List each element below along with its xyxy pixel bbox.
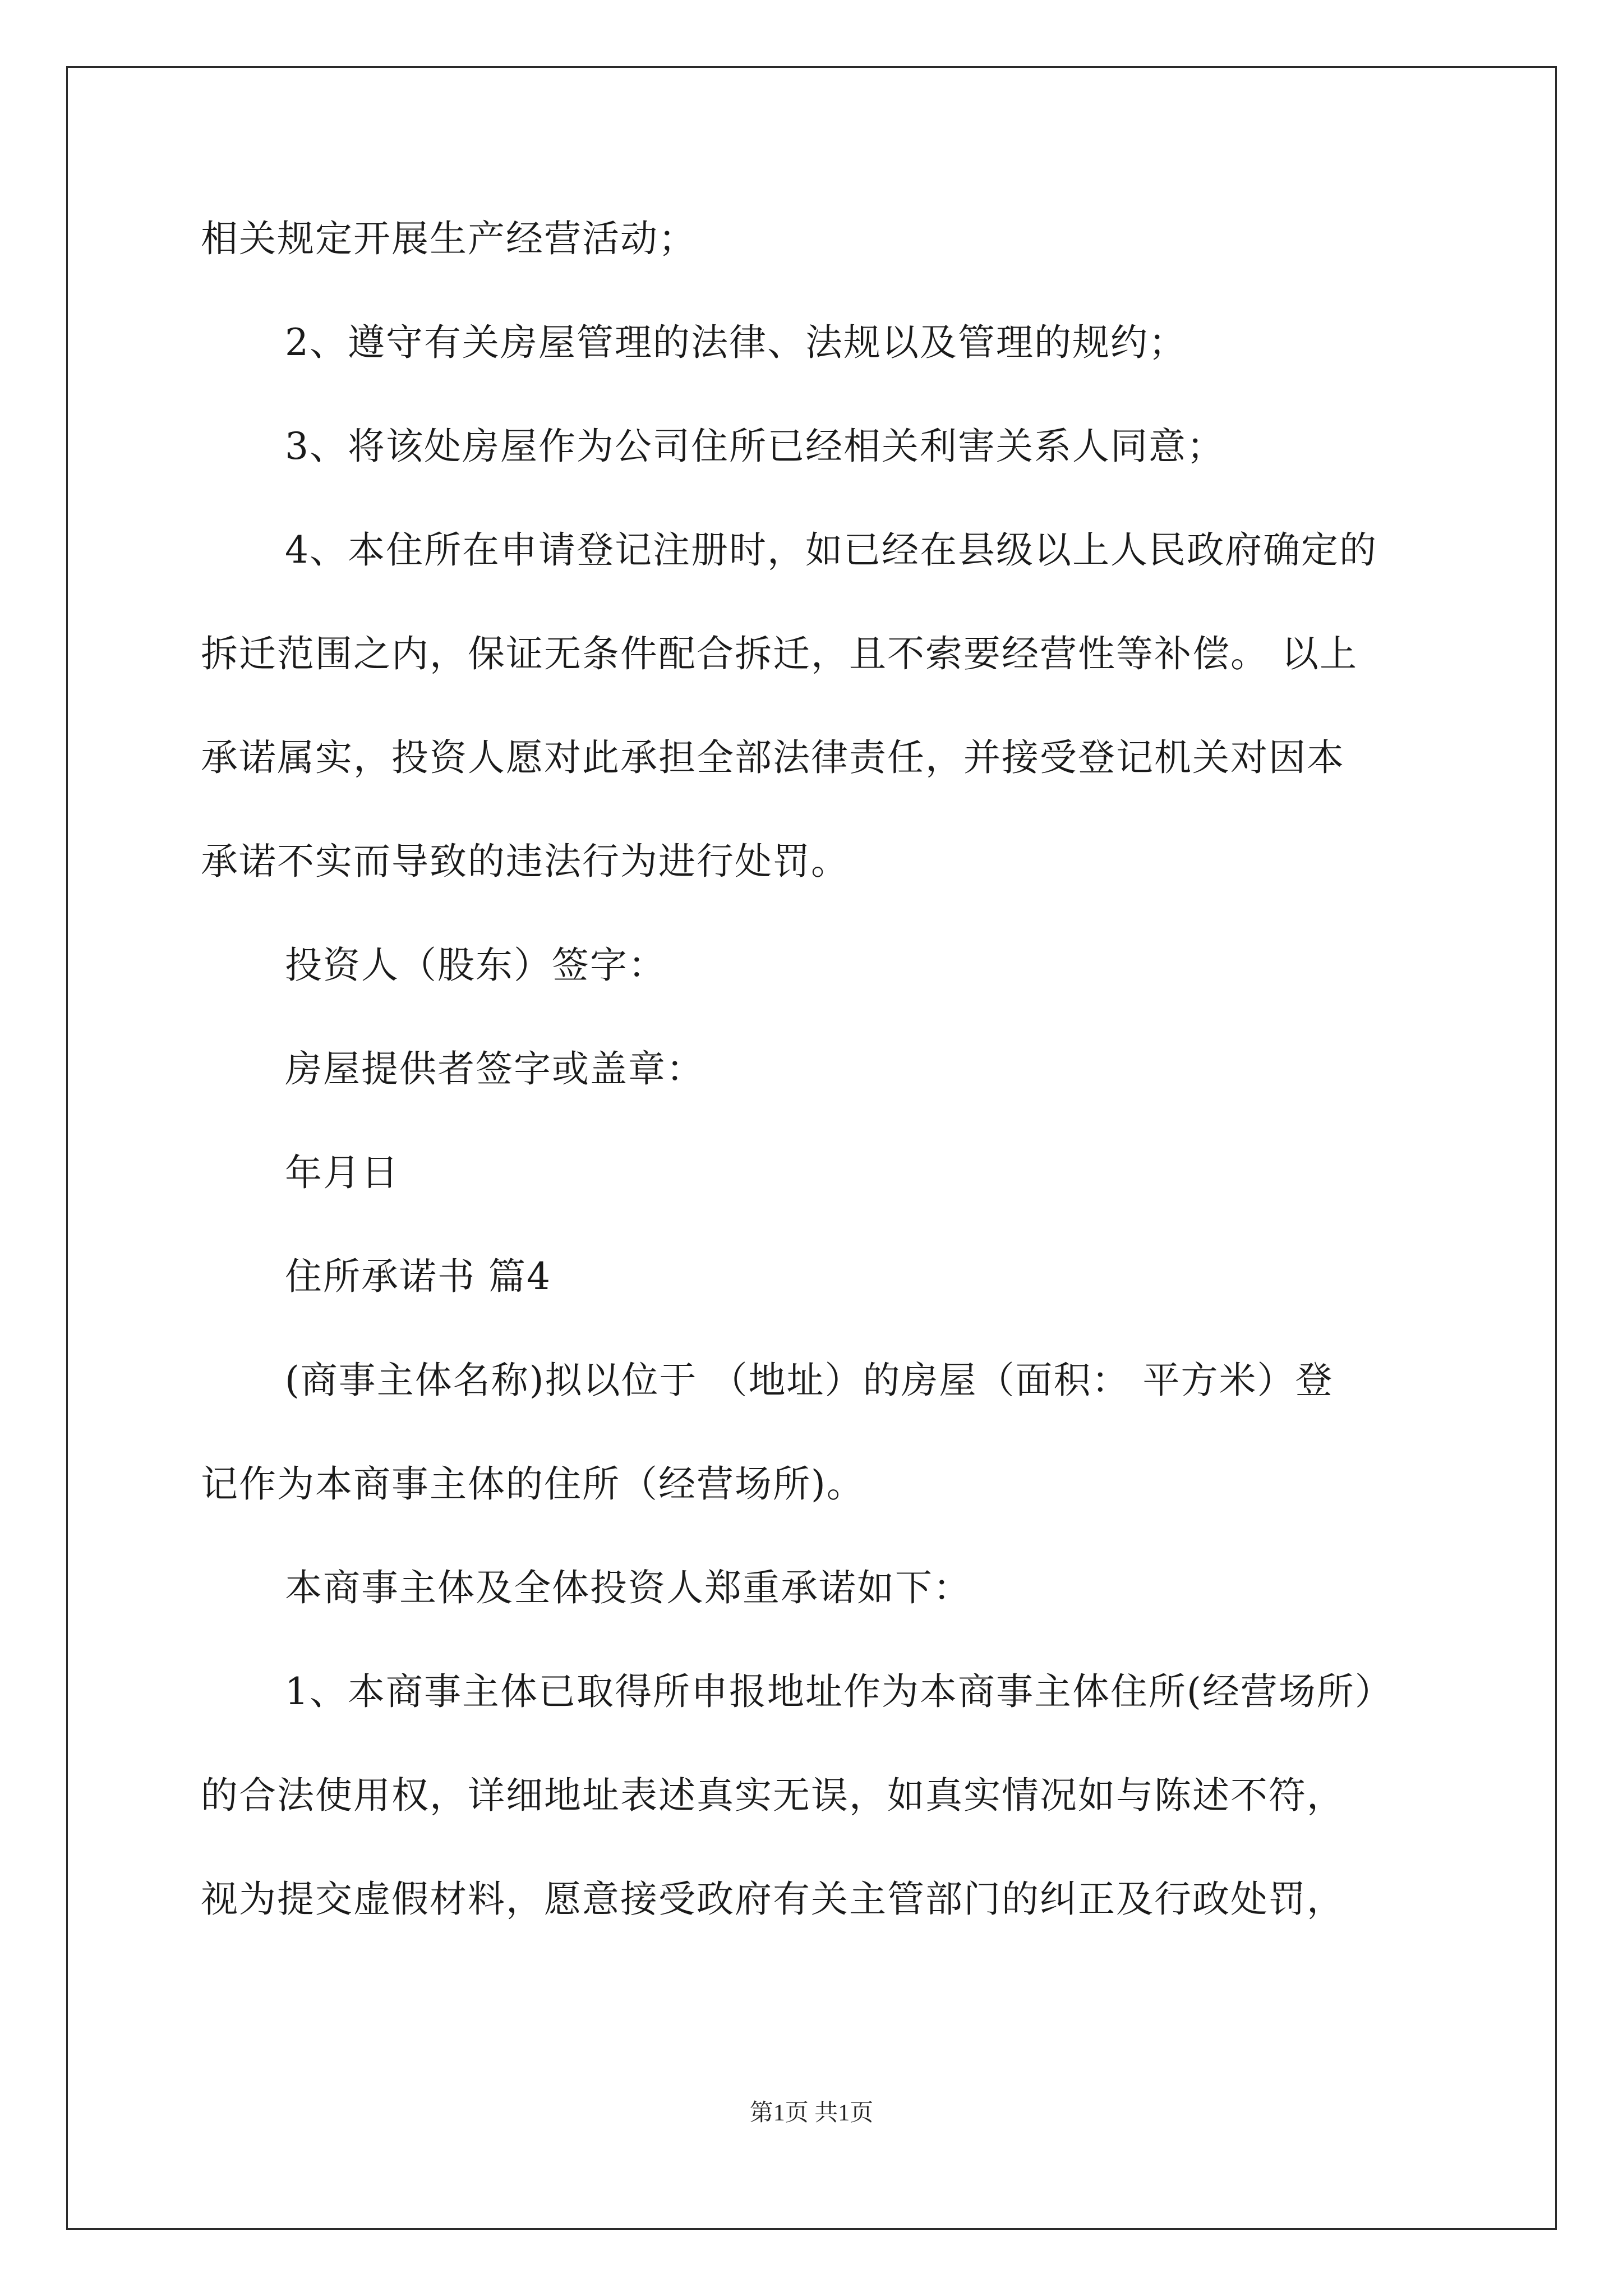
signature-provider-label: 房屋提供者签字或盖章： [285,1047,704,1091]
text-line: 拆迁范围之内，保证无条件配合拆迁，且不索要经营性等补偿。 以上 [201,632,1358,675]
text-line: 记作为本商事主体的住所（经营场所)。 [201,1462,865,1506]
text-line: 2、遵守有关房屋管理的法律、法规以及管理的规约； [285,321,1187,364]
text-line: 承诺属实，投资人愿对此承担全部法律责任，并接受登记机关对因本 [201,736,1345,779]
signature-investor-label: 投资人（股东）签字： [285,944,666,987]
text-line: 的合法使用权，详细地址表述真实无误，如真实情况如与陈述不符， [201,1774,1345,1817]
text-line: 本商事主体及全体投资人郑重承诺如下： [285,1566,971,1609]
text-line: 3、将该处房屋作为公司住所已经相关利害关系人同意； [285,425,1225,468]
text-line: (商事主体名称)拟以位于 （地址）的房屋（面积： 平方米）登 [285,1359,1334,1402]
text-line: 相关规定开展生产经营活动； [201,217,697,260]
section-heading: 住所承诺书 篇4 [285,1255,551,1298]
text-line: 4、本住所在申请登记注册时，如已经在县级以上人民政府确定的 [285,528,1377,572]
text-line: 承诺不实而导致的违法行为进行处罚。 [201,840,849,883]
date-label: 年月日 [285,1151,399,1194]
text-line: 1、本商事主体已取得所申报地址作为本商事主体住所(经营场所） [285,1670,1393,1713]
page-number-footer: 第1页 共1页 [749,2100,874,2126]
text-line: 视为提交虚假材料，愿意接受政府有关主管部门的纠正及行政处罚， [201,1878,1345,1921]
